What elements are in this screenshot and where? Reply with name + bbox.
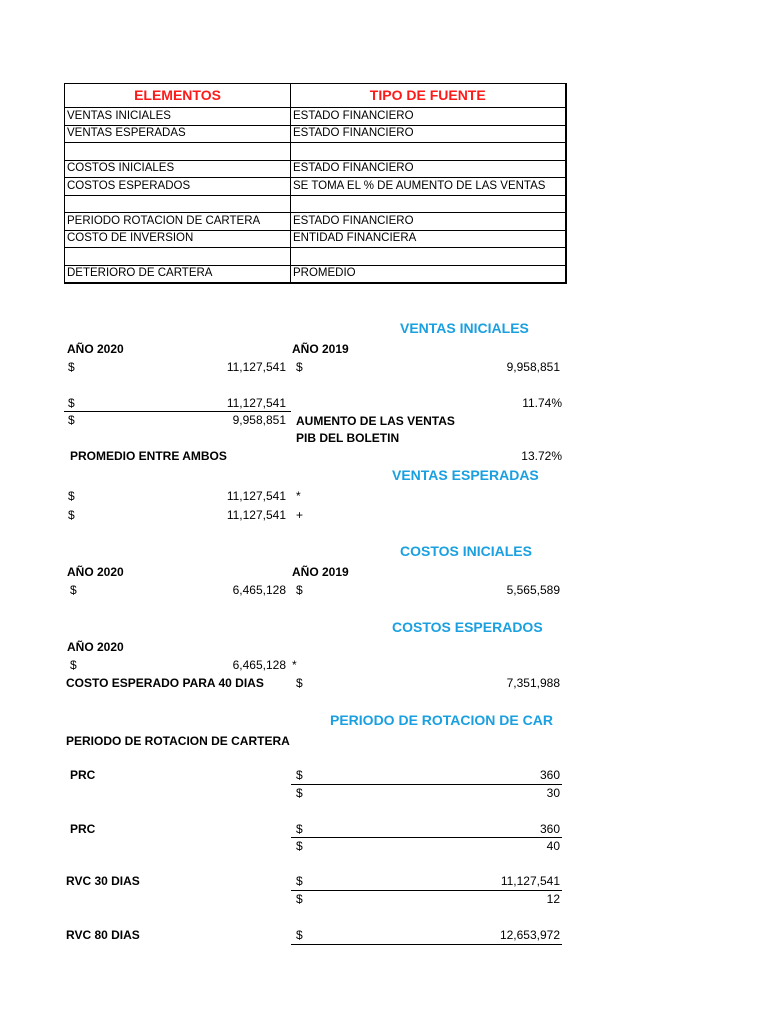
- costos-2020-value: 6,465,128: [232, 583, 286, 597]
- prc1-numerator: 360: [539, 768, 560, 782]
- table-cell: ESTADO FINANCIERO: [291, 125, 566, 143]
- promedio-label: PROMEDIO ENTRE AMBOS: [70, 449, 227, 463]
- costo-esperado-result: 7,351,988: [506, 676, 560, 690]
- fraction-line: [291, 784, 562, 785]
- table-row: [65, 230, 566, 248]
- rvc30-label: RVC 30 DIAS: [66, 874, 140, 888]
- ventas-2019-value: 9,958,851: [506, 360, 560, 374]
- section-title-ventas-iniciales: VENTAS INICIALES: [400, 320, 529, 336]
- table-row: [65, 213, 566, 231]
- rvc80-label: RVC 80 DIAS: [66, 928, 140, 942]
- currency-symbol: $: [68, 508, 75, 522]
- table-header-row: [65, 84, 566, 108]
- periodo-rotacion-label: PERIODO DE ROTACION DE CARTERA: [66, 734, 290, 748]
- section-title-ventas-esperadas: VENTAS ESPERADAS: [392, 467, 539, 483]
- aumento-ventas-label: AUMENTO DE LAS VENTAS: [296, 414, 455, 428]
- prc-label: PRC: [70, 768, 96, 782]
- table-row: [65, 160, 566, 178]
- rvc30-numerator: 11,127,541: [500, 874, 560, 888]
- currency-symbol: $: [68, 413, 75, 427]
- currency-symbol: $: [68, 489, 75, 503]
- currency-symbol: $: [68, 360, 75, 374]
- header-elementos: ELEMENTOS: [65, 84, 291, 108]
- currency-symbol: $: [68, 396, 75, 410]
- prc2-denominator: 40: [546, 839, 560, 853]
- growth-percentage: 11.74%: [522, 396, 562, 410]
- table-cell: [65, 195, 291, 213]
- currency-symbol: $: [296, 768, 303, 782]
- prc2-numerator: 360: [539, 822, 560, 836]
- table-cell: [291, 143, 566, 161]
- currency-symbol: $: [296, 786, 303, 800]
- year-2019-label: AÑO 2019: [292, 565, 349, 579]
- year-2019-label: AÑO 2019: [292, 342, 349, 356]
- currency-symbol: $: [70, 658, 77, 672]
- table-cell: COSTOS INICIALES: [65, 160, 291, 178]
- costos-esperados-base-value: 6,465,128: [232, 658, 286, 672]
- year-2020-label: AÑO 2020: [67, 565, 124, 579]
- ventas-esperadas-value-1: 11,127,541: [226, 489, 286, 503]
- prc1-denominator: 30: [546, 786, 560, 800]
- table-row: [65, 125, 566, 143]
- table-row: [65, 178, 566, 196]
- prc-label: PRC: [70, 822, 96, 836]
- costos-2019-value: 5,565,589: [506, 583, 560, 597]
- ventas-2020-value: 11,127,541: [226, 360, 286, 374]
- table-row: [65, 108, 566, 126]
- fraction-line: [291, 837, 562, 838]
- currency-symbol: $: [296, 874, 303, 888]
- year-2020-label: AÑO 2020: [67, 640, 124, 654]
- currency-symbol: $: [296, 839, 303, 853]
- ratio-numerator: 11,127,541: [226, 396, 286, 410]
- currency-symbol: $: [296, 892, 303, 906]
- rvc80-numerator: 12,653,972: [499, 928, 560, 942]
- table-cell: VENTAS INICIALES: [65, 108, 291, 126]
- section-title-costos-esperados: COSTOS ESPERADOS: [392, 619, 543, 635]
- currency-symbol: $: [296, 822, 303, 836]
- table-cell: SE TOMA EL % DE AUMENTO DE LAS VENTAS: [291, 178, 566, 196]
- year-2020-label: AÑO 2020: [67, 342, 124, 356]
- fraction-line: [64, 411, 291, 412]
- section-title-periodo-rotacion: PERIODO DE ROTACION DE CAR: [330, 712, 553, 728]
- currency-symbol: $: [296, 676, 303, 690]
- costo-esperado-label: COSTO ESPERADO PARA 40 DIAS: [66, 676, 264, 690]
- sources-table: [64, 83, 567, 284]
- operator-multiply: *: [292, 658, 297, 672]
- table-row: [65, 248, 566, 266]
- table-row: [65, 265, 566, 283]
- currency-symbol: $: [70, 583, 77, 597]
- currency-symbol: $: [296, 928, 303, 942]
- header-tipo-de-fuente: TIPO DE FUENTE: [291, 84, 566, 108]
- operator-plus: +: [296, 508, 304, 522]
- table-cell: ESTADO FINANCIERO: [291, 213, 566, 231]
- table-cell: ESTADO FINANCIERO: [291, 160, 566, 178]
- table-cell: PROMEDIO: [291, 265, 566, 283]
- currency-symbol: $: [296, 583, 303, 597]
- table-cell: COSTOS ESPERADOS: [65, 178, 291, 196]
- ventas-esperadas-value-2: 11,127,541: [226, 508, 286, 522]
- table-cell: PERIODO ROTACION DE CARTERA: [65, 213, 291, 231]
- table-cell: VENTAS ESPERADAS: [65, 125, 291, 143]
- pib-boletin-label: PIB DEL BOLETIN: [296, 431, 400, 445]
- fraction-line: [291, 944, 562, 945]
- ratio-denominator: 9,958,851: [232, 413, 286, 427]
- table-cell: DETERIORO DE CARTERA: [65, 265, 291, 283]
- table-cell: COSTO DE INVERSION: [65, 230, 291, 248]
- table-row: [65, 143, 566, 161]
- fraction-line: [291, 890, 562, 891]
- table-cell: [291, 248, 566, 266]
- table-cell: ESTADO FINANCIERO: [291, 108, 566, 126]
- table-cell: [65, 248, 291, 266]
- table-cell: [291, 195, 566, 213]
- section-title-costos-iniciales: COSTOS INICIALES: [400, 543, 532, 559]
- table-cell: ENTIDAD FINANCIERA: [291, 230, 566, 248]
- rvc30-denominator: 12: [546, 892, 560, 906]
- operator-multiply: *: [296, 489, 301, 503]
- table-cell: [65, 143, 291, 161]
- currency-symbol: $: [296, 360, 303, 374]
- table-row: [65, 195, 566, 213]
- average-percentage: 13.72%: [521, 449, 562, 463]
